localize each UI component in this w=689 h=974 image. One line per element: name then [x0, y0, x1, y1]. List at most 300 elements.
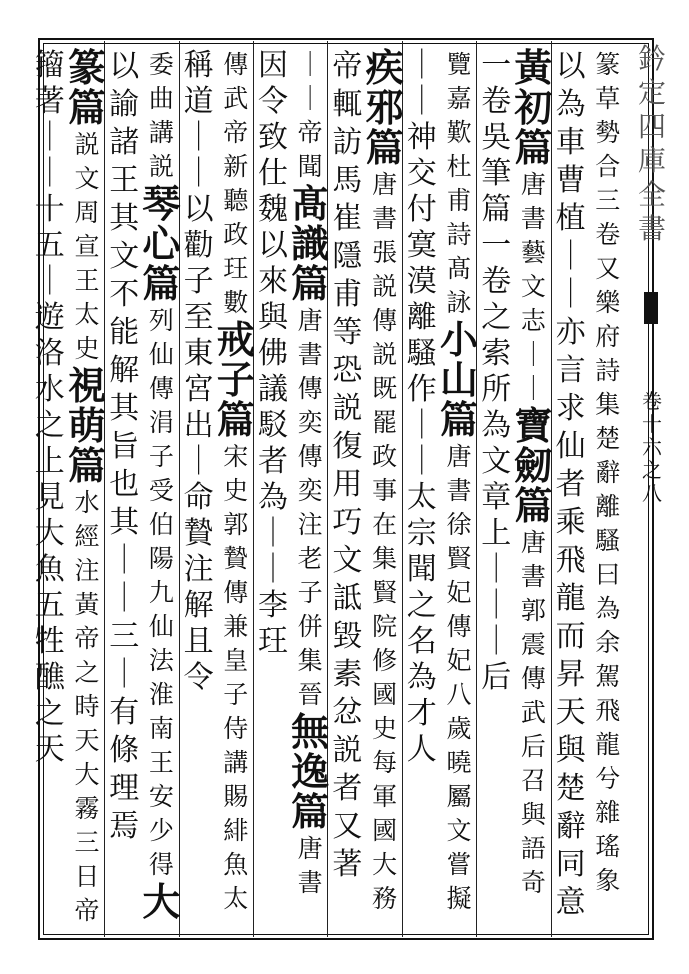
- text-char: 妃: [446, 578, 472, 607]
- text-char: 篇: [216, 397, 255, 442]
- text-char: 列: [148, 306, 174, 335]
- text-char: 命: [183, 480, 214, 515]
- text-char: 侍: [223, 714, 249, 743]
- text-char: 令: [183, 660, 214, 695]
- text-char: 龍: [595, 730, 621, 759]
- text-char: 心: [142, 221, 181, 266]
- text-char: ｜: [520, 374, 546, 403]
- text-char: 寞: [406, 228, 437, 263]
- text-char: ｜: [34, 120, 65, 155]
- text-char: 覽: [446, 50, 472, 79]
- text-char: 奕: [297, 476, 323, 505]
- text-char: 漠: [406, 264, 437, 299]
- text-char: 霧: [74, 794, 100, 823]
- text-char: 之: [74, 658, 100, 687]
- text-char: 付: [406, 192, 437, 227]
- text-char: 稱: [183, 48, 214, 83]
- margin-title-char: 定: [637, 76, 666, 109]
- text-char: 篇: [67, 443, 106, 488]
- text-char: 神: [406, 120, 437, 155]
- text-char: 委: [148, 50, 174, 79]
- text-char: 篇: [514, 125, 553, 170]
- text-char: 府: [595, 322, 621, 351]
- text-char: 帝: [297, 118, 323, 147]
- text-char: 周: [74, 198, 100, 227]
- text-char: ｜: [258, 516, 288, 551]
- text-char: 唐: [520, 528, 546, 557]
- text-char: 以: [555, 49, 586, 84]
- text-char: 后: [481, 660, 512, 695]
- text-char: 甫: [332, 277, 363, 312]
- text-char: 魏: [258, 192, 288, 227]
- text-char: 諸: [109, 125, 140, 160]
- text-char: 致: [258, 120, 288, 155]
- text-char: ｜: [555, 239, 586, 274]
- text-char: 院: [372, 612, 398, 641]
- text-char: 勸: [183, 228, 214, 263]
- text-char: 駕: [595, 662, 621, 691]
- margin-title-char: 四: [637, 110, 666, 143]
- text-char: 醮: [34, 660, 65, 695]
- text-char: 老: [297, 544, 323, 573]
- text-char: 佛: [258, 336, 288, 371]
- text-char: 篇: [439, 397, 478, 442]
- text-char: 國: [372, 680, 398, 709]
- text-char: 隱: [332, 239, 363, 274]
- text-char: 仕: [258, 156, 288, 191]
- text-char: 日: [74, 862, 100, 891]
- text-char: 帝: [332, 49, 363, 84]
- text-char: 一: [481, 228, 512, 263]
- text-char: ｜: [406, 48, 437, 83]
- text-char: 帝: [74, 624, 100, 653]
- text-char: 諭: [109, 87, 140, 122]
- text-char: 大: [142, 879, 181, 924]
- text-char: 太: [223, 884, 249, 913]
- text-column: [27, 48, 73, 932]
- text-char: 詩: [446, 220, 472, 249]
- text-char: 髙: [291, 181, 330, 226]
- text-char: 魚: [34, 552, 65, 587]
- juan-char: 十: [642, 412, 662, 436]
- text-char: 天: [34, 732, 65, 767]
- text-char: 至: [183, 300, 214, 335]
- text-char: 理: [109, 771, 140, 806]
- text-char: 上: [34, 444, 65, 479]
- text-char: 罷: [372, 408, 398, 437]
- text-char: 聞: [406, 552, 437, 587]
- text-char: 大: [372, 850, 398, 879]
- text-char: 戒: [216, 317, 255, 362]
- text-char: 五: [34, 228, 65, 263]
- text-char: ｜: [34, 264, 65, 299]
- juan-char: 卷: [642, 389, 662, 413]
- text-char: 樂: [595, 288, 621, 317]
- text-char: 楚: [555, 771, 586, 806]
- text-char: 來: [258, 264, 288, 299]
- text-char: 八: [446, 680, 472, 709]
- text-char: 王: [109, 163, 140, 198]
- text-char: 語: [520, 834, 546, 863]
- juan-label: [636, 390, 668, 505]
- text-char: 張: [372, 238, 398, 267]
- text-char: 九: [148, 578, 174, 607]
- text-char: 辭: [555, 809, 586, 844]
- text-char: 李: [258, 588, 288, 623]
- text-char: 亦: [555, 315, 586, 350]
- margin-title-char: 全: [637, 178, 666, 211]
- text-char: 東: [183, 336, 214, 371]
- text-char: 昇: [555, 657, 586, 692]
- text-char: 唐: [372, 170, 398, 199]
- text-char: 巧: [332, 505, 363, 540]
- text-char: 文: [74, 164, 100, 193]
- text-char: 涓: [148, 408, 174, 437]
- text-char: 説: [148, 152, 174, 181]
- text-char: 為: [406, 660, 437, 695]
- margin-title-char: 庫: [637, 144, 666, 177]
- text-char: 子: [223, 680, 249, 709]
- text-char: 篇: [291, 261, 330, 306]
- text-char: 焉: [109, 809, 140, 844]
- margin-title-char: 鈐: [637, 42, 666, 75]
- text-char: 宗: [406, 516, 437, 551]
- text-char: 又: [332, 809, 363, 844]
- text-char: 為: [481, 408, 512, 443]
- text-char: 奇: [520, 868, 546, 897]
- text-char: 曲: [148, 84, 174, 113]
- text-char: 太: [406, 480, 437, 515]
- juan-char: 八: [642, 481, 662, 505]
- text-char: 馬: [332, 163, 363, 198]
- text-char: 每: [372, 748, 398, 777]
- text-char: 詆: [332, 581, 363, 616]
- text-char: 史: [372, 714, 398, 743]
- text-char: 聞: [297, 152, 323, 181]
- text-char: 書: [372, 204, 398, 233]
- text-char: 訪: [332, 125, 363, 160]
- text-char: 所: [481, 372, 512, 407]
- text-char: 文: [109, 239, 140, 274]
- text-char: 嘉: [446, 84, 472, 113]
- text-char: 視: [67, 363, 106, 408]
- text-char: 著: [332, 847, 363, 882]
- text-char: 忿: [332, 695, 363, 730]
- text-char: 者: [332, 771, 363, 806]
- text-char: 講: [148, 118, 174, 147]
- text-char: ｜: [406, 408, 437, 443]
- text-char: 篇: [365, 125, 404, 170]
- text-char: 章: [481, 480, 512, 515]
- text-char: 宮: [183, 372, 214, 407]
- text-char: 集: [595, 390, 621, 419]
- text-char: 曉: [446, 748, 472, 777]
- margin-title-char: 書: [637, 212, 666, 245]
- text-char: 其: [109, 201, 140, 236]
- text-char: 合: [595, 152, 621, 181]
- text-char: ｜: [183, 444, 214, 479]
- text-char: 解: [109, 353, 140, 388]
- text-char: 識: [291, 221, 330, 266]
- text-char: 山: [439, 357, 478, 402]
- text-char: 一: [481, 48, 512, 83]
- text-char: 用: [332, 467, 363, 502]
- text-char: 注: [183, 552, 214, 587]
- text-char: 仙: [555, 429, 586, 464]
- text-char: 同: [555, 847, 586, 882]
- text-char: 文: [520, 272, 546, 301]
- text-char: 卷: [595, 220, 621, 249]
- text-char: 時: [74, 692, 100, 721]
- text-char: 文: [481, 444, 512, 479]
- text-char: 兼: [223, 612, 249, 641]
- text-char: 之: [34, 696, 65, 731]
- text-char: 五: [34, 588, 65, 623]
- text-char: 篇: [291, 789, 330, 834]
- text-char: 議: [258, 372, 288, 407]
- text-char: 卷: [481, 264, 512, 299]
- text-char: 也: [109, 467, 140, 502]
- text-char: ｜: [109, 543, 140, 578]
- text-char: 交: [406, 156, 437, 191]
- text-char: 賜: [223, 782, 249, 811]
- text-char: 經: [74, 522, 100, 551]
- text-char: 籀: [34, 48, 65, 83]
- text-char: 又: [595, 254, 621, 283]
- text-char: 邪: [365, 85, 404, 130]
- text-char: 騷: [406, 336, 437, 371]
- text-char: 作: [406, 372, 437, 407]
- text-char: 晉: [297, 680, 323, 709]
- text-char: 新: [223, 152, 249, 181]
- text-char: 宣: [74, 232, 100, 261]
- text-char: 為: [555, 87, 586, 122]
- text-char: 篇: [481, 192, 512, 227]
- text-char: 曹: [555, 163, 586, 198]
- text-char: 之: [34, 408, 65, 443]
- text-char: 唐: [520, 170, 546, 199]
- text-char: 傳: [223, 578, 249, 607]
- text-char: 魚: [223, 850, 249, 879]
- text-char: 與: [258, 300, 288, 335]
- text-char: 史: [223, 476, 249, 505]
- text-char: 余: [595, 628, 621, 657]
- text-char: 南: [148, 714, 174, 743]
- text-char: 其: [109, 505, 140, 540]
- text-char: 卷: [481, 84, 512, 119]
- text-char: 大: [34, 516, 65, 551]
- text-char: 篇: [514, 483, 553, 528]
- text-char: 且: [183, 624, 214, 659]
- text-char: 擬: [446, 884, 472, 913]
- text-char: ｜: [481, 552, 512, 587]
- text-char: 書: [520, 204, 546, 233]
- text-char: 王: [148, 748, 174, 777]
- text-char: ｜: [183, 156, 214, 191]
- text-char: 仙: [148, 612, 174, 641]
- text-char: 為: [258, 480, 288, 515]
- text-char: 傳: [148, 374, 174, 403]
- text-char: 以: [109, 49, 140, 84]
- text-char: 文: [446, 816, 472, 845]
- text-char: 集: [297, 646, 323, 675]
- text-char: 崔: [332, 201, 363, 236]
- text-char: 者: [555, 467, 586, 502]
- text-char: 妃: [446, 646, 472, 675]
- text-char: 傳: [520, 664, 546, 693]
- text-char: 以: [183, 192, 214, 227]
- juan-char: 之: [642, 458, 662, 482]
- text-char: 條: [109, 733, 140, 768]
- text-char: 書: [520, 562, 546, 591]
- text-char: 玨: [223, 254, 249, 283]
- text-char: 逸: [291, 749, 330, 794]
- text-char: 唐: [297, 834, 323, 863]
- text-char: 牲: [34, 624, 65, 659]
- text-char: ｜: [297, 50, 323, 79]
- text-char: 奕: [297, 408, 323, 437]
- text-char: 名: [406, 624, 437, 659]
- text-char: 輒: [332, 87, 363, 122]
- text-char: 而: [555, 619, 586, 654]
- text-char: 唐: [297, 306, 323, 335]
- text-char: 旨: [109, 429, 140, 464]
- text-char: ｜: [297, 84, 323, 113]
- text-char: 篆: [67, 45, 106, 90]
- text-char: 少: [148, 816, 174, 845]
- text-char: 飛: [595, 696, 621, 725]
- text-char: 篇: [67, 85, 106, 130]
- text-char: 贄: [223, 544, 249, 573]
- text-char: ｜: [555, 277, 586, 312]
- text-char: 勢: [595, 118, 621, 147]
- text-char: 講: [223, 748, 249, 777]
- text-char: 遊: [34, 300, 65, 335]
- text-char: 黃: [74, 590, 100, 619]
- text-char: 傳: [297, 442, 323, 471]
- text-char: 書: [297, 340, 323, 369]
- text-char: 索: [481, 336, 512, 371]
- text-char: 篆: [595, 50, 621, 79]
- text-char: 注: [297, 510, 323, 539]
- text-char: 武: [520, 698, 546, 727]
- text-char: 劒: [514, 443, 553, 488]
- text-char: ｜: [481, 588, 512, 623]
- text-char: 歎: [446, 118, 472, 147]
- text-char: ｜: [34, 156, 65, 191]
- text-char: 傳: [372, 306, 398, 335]
- text-char: 琴: [142, 181, 181, 226]
- text-char: 天: [74, 726, 100, 755]
- text-char: 贄: [183, 516, 214, 551]
- text-char: 帝: [223, 118, 249, 147]
- text-char: 説: [332, 391, 363, 426]
- text-char: 恐: [332, 353, 363, 388]
- text-char: 黃: [514, 45, 553, 90]
- text-char: 徐: [446, 510, 472, 539]
- text-char: 吳: [481, 120, 512, 155]
- text-char: 水: [34, 372, 65, 407]
- text-char: 后: [520, 732, 546, 761]
- text-char: 安: [148, 782, 174, 811]
- text-char: 國: [372, 816, 398, 845]
- juan-char: 六: [642, 435, 662, 459]
- text-char: 武: [223, 84, 249, 113]
- text-char: 子: [297, 578, 323, 607]
- text-char: 召: [520, 766, 546, 795]
- text-char: 人: [406, 732, 437, 767]
- text-char: 太: [74, 300, 100, 329]
- text-char: ｜: [258, 552, 288, 587]
- text-char: 與: [520, 800, 546, 829]
- text-char: ｜: [481, 624, 512, 659]
- text-char: 詠: [446, 288, 472, 317]
- text-char: 意: [555, 885, 586, 920]
- text-char: 郭: [223, 510, 249, 539]
- text-char: 龍: [555, 581, 586, 616]
- text-char: 陽: [148, 544, 174, 573]
- text-char: 政: [372, 442, 398, 471]
- text-char: 因: [258, 48, 288, 83]
- text-char: 三: [595, 186, 621, 215]
- text-char: ｜: [406, 444, 437, 479]
- text-char: 聽: [223, 186, 249, 215]
- text-char: 既: [372, 374, 398, 403]
- text-char: 者: [258, 444, 288, 479]
- text-char: 賢: [372, 578, 398, 607]
- text-char: 離: [595, 492, 621, 521]
- text-char: 史: [74, 334, 100, 363]
- text-char: 解: [183, 588, 214, 623]
- text-char: 受: [148, 476, 174, 505]
- text-char: 髙: [446, 254, 472, 283]
- text-char: 曰: [595, 560, 621, 589]
- text-char: 傳: [446, 612, 472, 641]
- text-char: 玨: [258, 624, 288, 659]
- text-char: 唐: [446, 442, 472, 471]
- text-char: ｜: [109, 581, 140, 616]
- text-char: 甫: [446, 186, 472, 215]
- text-char: 三: [109, 619, 140, 654]
- text-char: 宋: [223, 442, 249, 471]
- text-char: 楚: [595, 424, 621, 453]
- text-char: 事: [372, 476, 398, 505]
- text-char: 疾: [365, 45, 404, 90]
- text-char: 初: [514, 85, 553, 130]
- text-char: 駁: [258, 408, 288, 443]
- text-char: 十: [34, 192, 65, 227]
- text-char: 杜: [446, 152, 472, 181]
- text-char: 説: [372, 272, 398, 301]
- text-char: 子: [216, 357, 255, 402]
- text-char: 復: [332, 429, 363, 464]
- text-char: 毀: [332, 619, 363, 654]
- text-char: 有: [109, 695, 140, 730]
- text-char: 嘗: [446, 850, 472, 879]
- text-char: 天: [555, 695, 586, 730]
- text-char: 小: [439, 317, 478, 362]
- text-char: 之: [481, 300, 512, 335]
- text-char: 皇: [223, 646, 249, 675]
- text-char: 傳: [297, 374, 323, 403]
- text-char: 淮: [148, 680, 174, 709]
- text-char: 軍: [372, 782, 398, 811]
- text-char: 飛: [555, 543, 586, 578]
- text-char: 與: [555, 733, 586, 768]
- text-char: 數: [223, 288, 249, 317]
- text-char: 歲: [446, 714, 472, 743]
- text-char: 離: [406, 300, 437, 335]
